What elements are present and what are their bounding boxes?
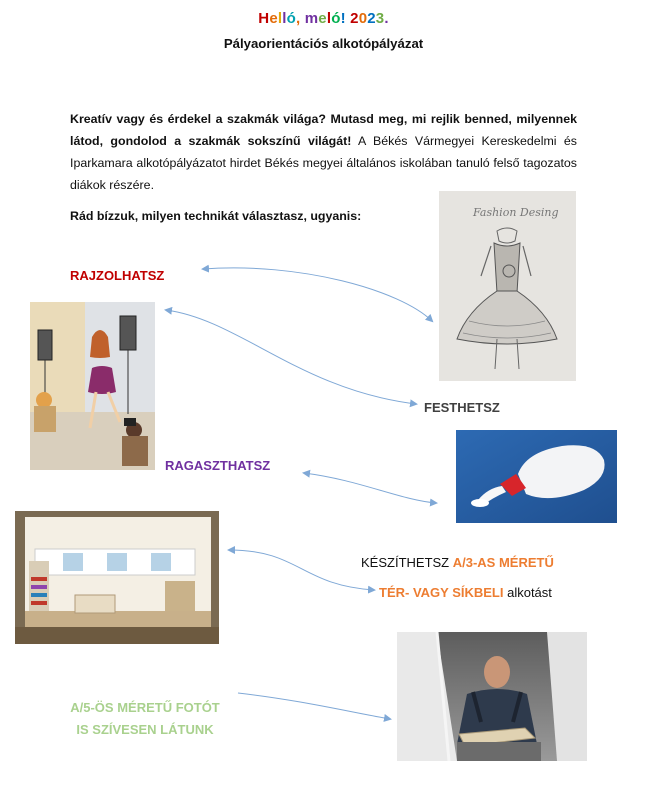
technique-line: Rád bízzuk, milyen technikát választasz, ugyanis: [70, 209, 362, 223]
arrow-ragaszthatsz [304, 473, 436, 503]
label-keszithetsz [361, 555, 554, 570]
worker-photo-image [397, 632, 587, 761]
label-ragaszthatsz: RAGASZTHATSZ [165, 458, 271, 473]
title-letter: m [304, 10, 319, 27]
fotot-line-2: IS SZÍVESEN LÁTUNK [76, 722, 214, 737]
ter-highlight: TÉR- VAGY SÍKBELI [379, 585, 504, 600]
title-letter: 2 [350, 10, 359, 27]
title-letter: l [277, 10, 283, 27]
label-fotot [0, 697, 290, 741]
intro-normal-text: A Békés Vármegyei Kereskedelmi és Iparkamara alkotópályázatot hirdet Békés megyei általános iskolában tanuló felső tagozatos diákok részére. [70, 134, 577, 192]
fotot-line-1: A/5-ÖS MÉRETŰ FOTÓT [70, 700, 220, 715]
title-letter: 2 [367, 10, 376, 27]
sketch-title-text: Fashion Desing [473, 206, 559, 219]
page-title [0, 10, 647, 27]
arrow-rajzolhatsz [203, 268, 432, 321]
title-letter: l [326, 10, 332, 27]
arrow-festhetsz [166, 310, 416, 404]
title-letter: H [258, 10, 270, 27]
worker-photo [397, 632, 587, 761]
title-letter: , [295, 10, 301, 27]
label-ter [379, 585, 552, 600]
title-letter: l [282, 10, 287, 27]
diorama-room-model [15, 511, 219, 644]
fashion-sketch-image [439, 191, 576, 381]
title-letter: 3 [375, 10, 385, 27]
glue-bottle-image [456, 430, 617, 523]
diorama-room-image [15, 511, 219, 644]
title-letter: ó [331, 10, 341, 27]
title-letter: e [318, 10, 327, 27]
intro-paragraph [70, 108, 577, 196]
title-letter: ó [286, 10, 296, 27]
keszithetsz-prefix: KÉSZÍTHETSZ [361, 555, 453, 570]
ter-suffix: alkotást [503, 585, 552, 600]
page-subtitle: Pályaorientációs alkotópályázat [223, 36, 424, 51]
title-letter: e [269, 10, 278, 27]
glue-bottle-picture [456, 430, 617, 523]
photo-shoot-drawing [30, 302, 155, 470]
title-letter: 0 [358, 10, 368, 27]
fashion-sketch-drawing [439, 191, 576, 381]
title-letter: ! [340, 10, 346, 27]
title-letter: . [384, 10, 389, 27]
arrow-keszithetsz [229, 550, 374, 590]
label-rajzolhatsz: RAJZOLHATSZ [70, 268, 165, 283]
photo-shoot-drawing-image [30, 302, 155, 470]
keszithetsz-size: A/3-AS MÉRETŰ [452, 555, 554, 570]
label-festhetsz: FESTHETSZ [424, 400, 500, 415]
intro-bold-text: Kreatív vagy és érdekel a szakmák világa? Mutasd meg, mi rejlik benned, milyennek látod, gondolod a szakmák sokszínű világát! [70, 112, 577, 148]
